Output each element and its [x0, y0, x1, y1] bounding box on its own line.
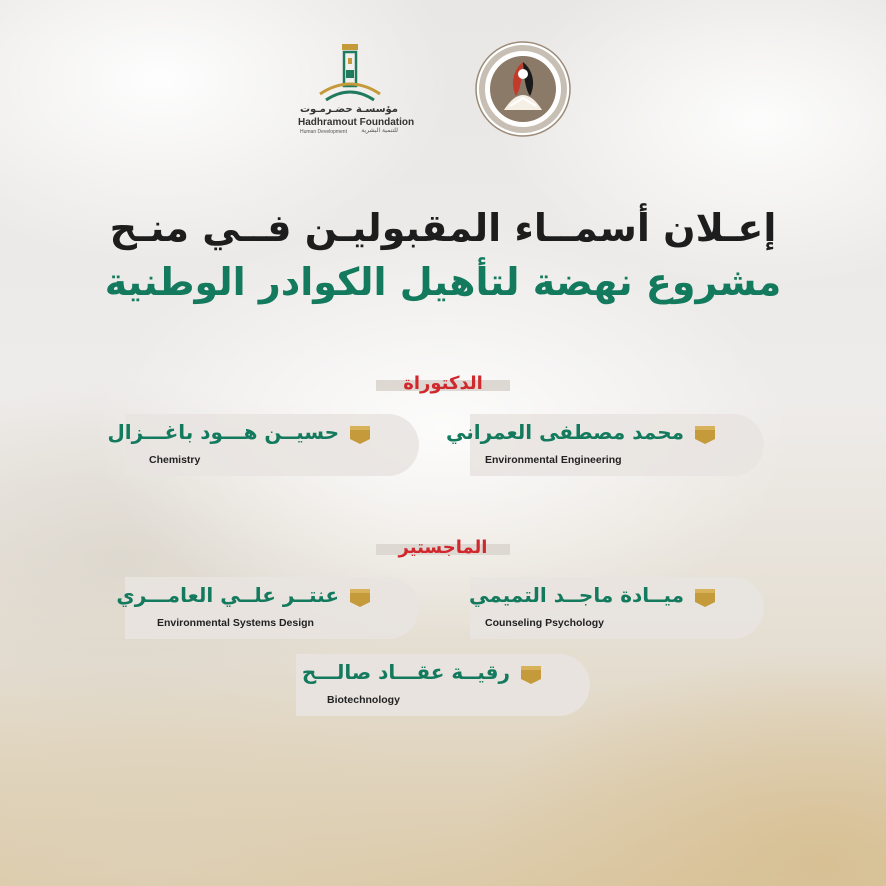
ministry-seal-icon — [474, 40, 572, 138]
doctorate-section-label: الدكتوراة — [376, 374, 510, 394]
masters-card-3 — [296, 654, 590, 716]
ribbon-badge-icon — [520, 665, 542, 685]
recipient-name: حسيــن هـــود باغـــزال — [107, 420, 339, 444]
recipient-field: Counseling Psychology — [485, 617, 605, 629]
recipient-field: Biotechnology — [327, 694, 400, 706]
foundation-sub-ar: للتنمية البشرية — [361, 127, 398, 134]
foundation-name-en: Hadhramout Foundation — [298, 117, 415, 128]
ribbon-badge-icon — [349, 588, 371, 608]
announcement-title: إعـلان أسمــاء المقبوليـن فــي منـح — [109, 206, 777, 250]
foundation-sub-en: Human Development — [300, 129, 347, 135]
masters-card-1 — [470, 577, 764, 639]
doctorate-card-2 — [107, 414, 419, 476]
ministry-logo — [474, 40, 572, 138]
ribbon-badge-icon — [694, 588, 716, 608]
foundation-logo — [298, 40, 415, 136]
recipient-field: Environmental Systems Design — [157, 617, 314, 629]
foundation-name-ar: مؤسسـة حضـرمـوت — [299, 104, 398, 115]
recipient-name: ميــادة ماجــد التميمي — [469, 583, 684, 607]
ribbon-badge-icon — [694, 425, 716, 445]
announcement-subtitle: مشروع نهضة لتأهيل الكوادر الوطنية — [104, 260, 782, 304]
recipient-field: Environmental Engineering — [485, 454, 622, 466]
masters-section-label: الماجستير — [376, 538, 510, 558]
recipient-field: Chemistry — [149, 454, 201, 466]
masters-card-2 — [116, 577, 419, 639]
recipient-name: محمد مصطفى العمراني — [446, 420, 684, 444]
ribbon-badge-icon — [349, 425, 371, 445]
recipient-name: رقيــة عقـــاد صالـــح — [301, 660, 510, 684]
recipient-name: عنتــر علــي العامـــري — [116, 583, 339, 607]
foundation-tower-icon — [298, 40, 402, 106]
doctorate-card-1 — [446, 414, 764, 476]
